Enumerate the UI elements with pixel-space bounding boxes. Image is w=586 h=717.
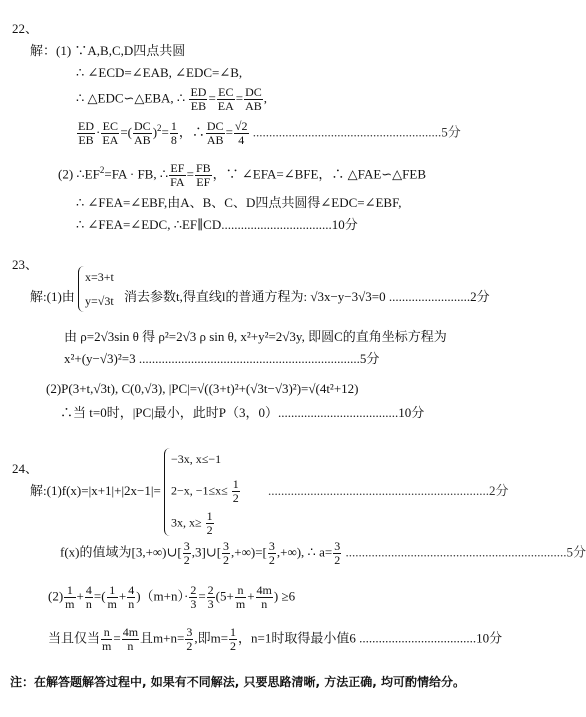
p23-line-3: x²+(y−√3)²=3 ....................................................................5分: [64, 351, 380, 366]
p22-line-5: (2) $\therefore EF^2=FA$ · FB, ∴ $\frac{EF}{FA}$ = $\frac{FB}{EF}$ ，∵ ∠EFA=∠BFE，∴ △FAE∽△FEB: [58, 161, 427, 189]
problem-23-number: 23、: [12, 257, 39, 272]
p24-line-3: (2) $\frac{1}{m}$ + $\frac{4}{n}$ =( $\frac{1}{m}$ + $\frac{4}{n}$ )（m+n）· $\frac{2}{3}$ = $\frac{2}{3}$ (5+ $\frac{n}{m}$ + $\frac{4m}{n}$ ) ≥6: [48, 583, 296, 611]
p23-line-2: 由 ρ=2√3sin θ 得 ρ²=2√3 ρ sin θ, x²+y²=2√3y, 即圆C的直角坐标方程为: [64, 329, 447, 344]
p24-lead: 解:(1)f(x)=|x+1|+|2x−1|=: [30, 483, 161, 498]
p22-line-1: 解：(1) ∵A,B,C,D四点共圆: [30, 43, 186, 58]
p23-line-4: (2)P(3+t,√3t), C(0,√3), |PC|=√((3+t)²+(√3t−√3)²)=√(4t²+12): [46, 381, 359, 396]
grading-note: 注：在解答题解答过程中, 如果有不同解法, 只要思路清晰, 方法正确, 均可酌情给分。: [10, 675, 465, 689]
p22-line-3: ∴ △EDC∽△EBA, ∴ $\frac{ED}{EB}$ = $\frac{EC}{EA}$ = $\frac{DC}{AB}$ ,: [76, 85, 268, 113]
p24-line-4: 当且仅当 $\frac{n}{m}$ = $\frac{4m}{n}$ 且m+n= $\frac{3}{2}$ ,即m= $\frac{1}{2}$ ，n=1时取得最小值6 ....................................10分: [48, 625, 503, 653]
p23-lead: 解:(1)由: [30, 289, 75, 304]
p24-dots-2: ....................................................................2分: [268, 483, 509, 498]
p22-line-4: $\frac{ED}{EB}$ · $\frac{EC}{EA}$ =( $\frac{DC}{AB}$ )$^2$= $\frac{1}{8}$ ，∴ $\frac{DC}{AB}$ = $\frac{√2}{4}$ ..........................................................5分: [78, 119, 461, 147]
p22-line-2: ∴ ∠ECD=∠EAB, ∠EDC=∠B,: [76, 65, 243, 80]
p23-line-5: ∴当 t=0时，|PC|最小，此时P（3，0）.....................................10分: [60, 405, 425, 420]
p22-line-6: ∴ ∠FEA=∠EBF,由A、B、C、D四点共圆得∠EDC=∠EBF,: [76, 195, 402, 210]
p23-line-1: 消去参数t,得直线l的普通方程为: √3x−y−3√3=0 .........................2分: [124, 289, 490, 304]
problem-22-number: 22、: [12, 21, 39, 36]
p22-line-7: ∴ ∠FEA=∠EDC, ∴EF∥CD..................................10分: [76, 217, 358, 232]
p24-piecewise: −3x, x≤−1 2−x, −1≤x≤ $\frac{1}{2}$ 3x, x≥ $\frac{1}{2}$: [164, 448, 265, 536]
p23-equation-system: x=3+t y=√3t: [78, 266, 121, 312]
p24-line-2: f(x)的值域为[3,+∞)∪[ $\frac{3}{2}$ ,3]∪[ $\frac{3}{2}$ ,+∞)=[ $\frac{3}{2}$ ,+∞), ∴ a= $\frac{3}{2}$ ....................................................................5分: [60, 539, 586, 567]
problem-24-number: 24、: [12, 461, 39, 476]
